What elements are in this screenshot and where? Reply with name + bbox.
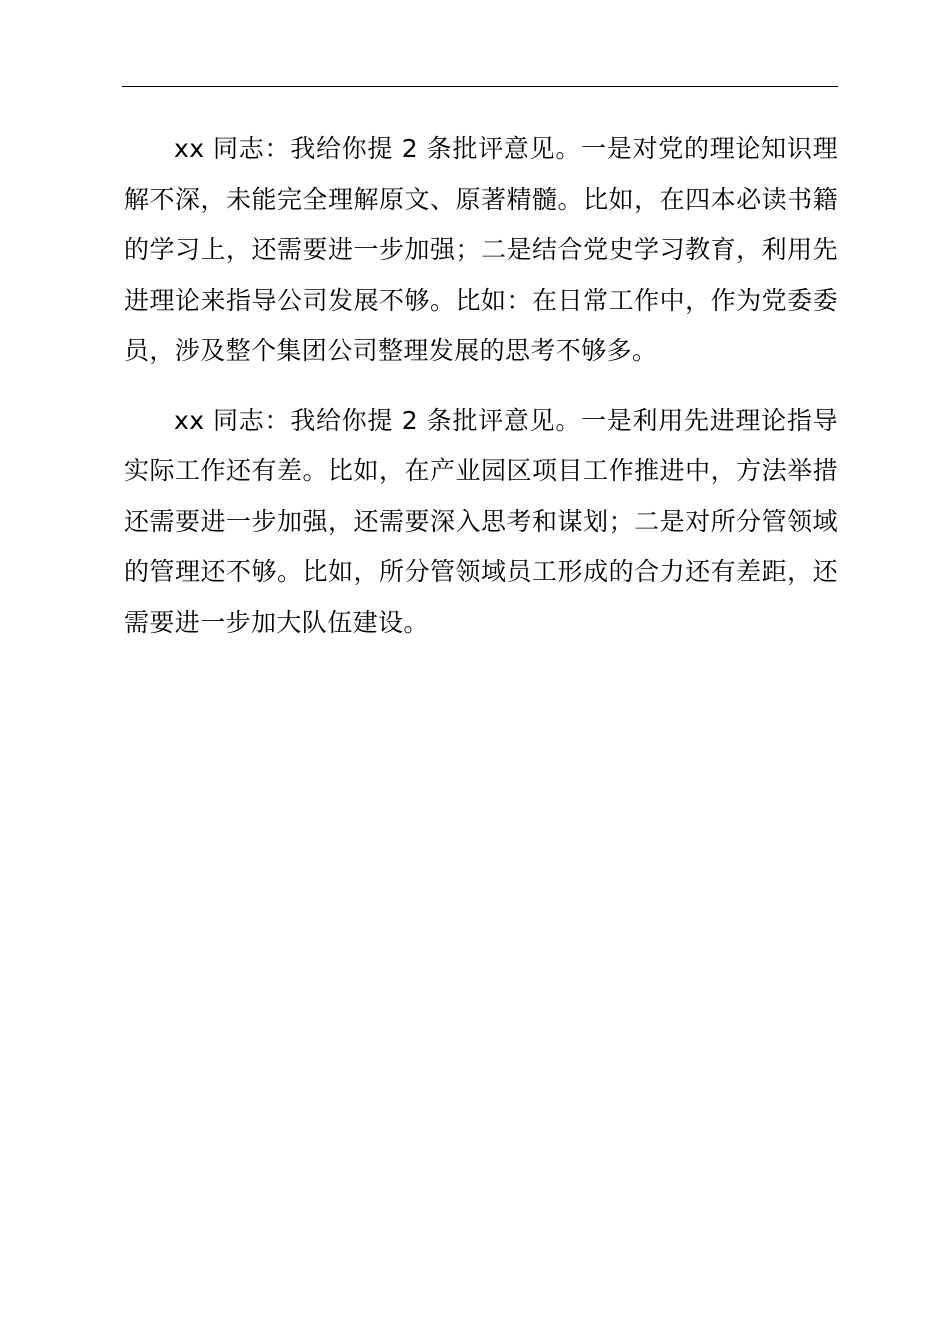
paragraph-1: xx 同志：我给你提 2 条批评意见。一是对党的理论知识理解不深，未能完全理解原文、原著精髓。比如，在四本必读书籍的学习上，还需要进一步加强；二是结合党史学习教育，利用先进理论来指导公司发展不够。比如：在日常工作中，作为党委委员，涉及整个集团公司整理发展的思考不够多。 — [124, 134, 838, 365]
paragraph-2: xx 同志：我给你提 2 条批评意见。一是利用先进理论指导实际工作还有差。比如，在产业园区项目工作推进中，方法举措还需要进一步加强，还需要深入思考和谋划；二是对所分管领域的管理还不够。比如，所分管领域员工形成的合力还有差距，还需要进一步加大队伍建设。 — [124, 405, 838, 637]
header-rule — [122, 86, 838, 87]
document-body — [124, 124, 838, 648]
